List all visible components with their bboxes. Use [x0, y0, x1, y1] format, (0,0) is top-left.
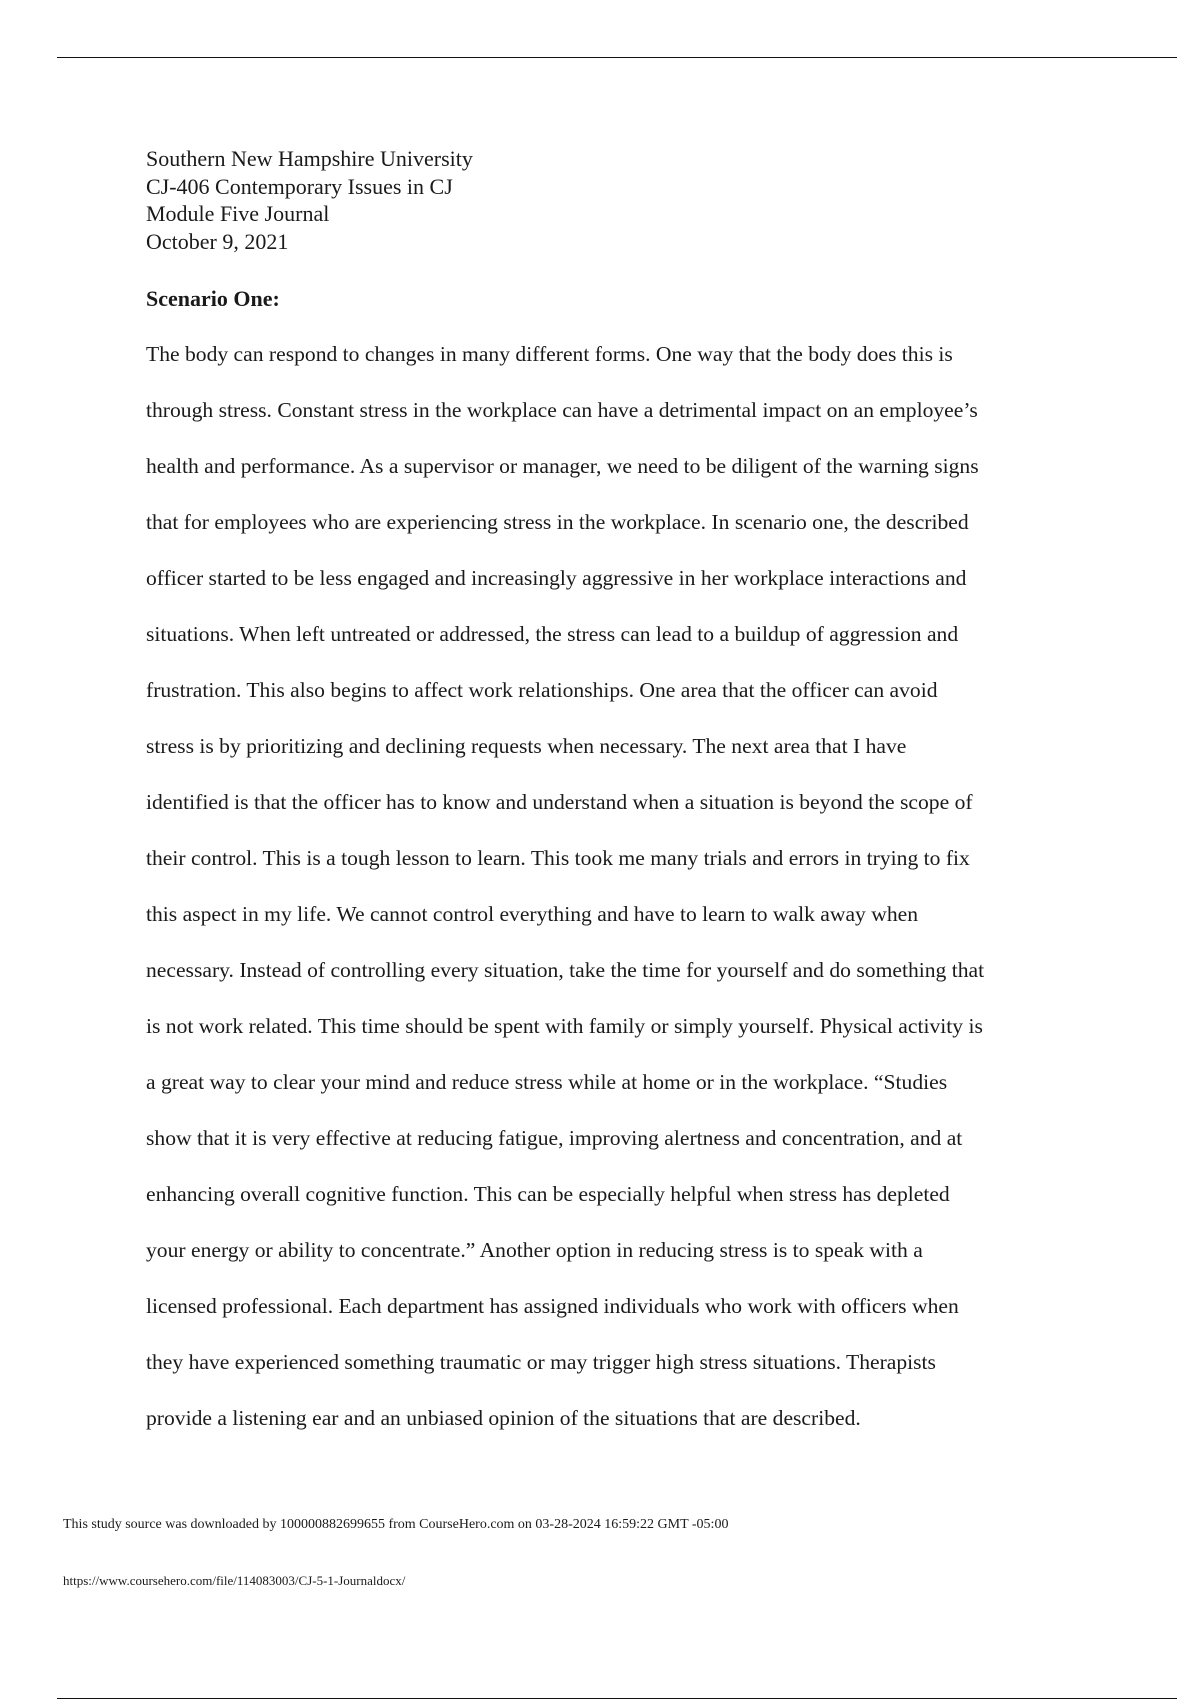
- body-line: a great way to clear your mind and reduce stress while at home or in the workplace. “Studies: [146, 1070, 948, 1094]
- document-date: October 9, 2021: [146, 228, 289, 254]
- body-line: their control. This is a tough lesson to learn. This took me many trials and errors in trying to fix: [146, 846, 970, 870]
- body-line: The body can respond to changes in many different forms. One way that the body does this is: [146, 342, 953, 366]
- body-line: health and performance. As a supervisor or manager, we need to be diligent of the warning signs: [146, 454, 979, 478]
- assignment-title: Module Five Journal: [146, 201, 330, 226]
- body-paragraph: [146, 337, 1106, 1457]
- body-line: identified is that the officer has to know and understand when a situation is beyond the scope of: [146, 790, 973, 814]
- body-line: stress is by prioritizing and declining requests when necessary. The next area that I have: [146, 734, 907, 758]
- body-line: situations. When left untreated or addressed, the stress can lead to a buildup of aggression and: [146, 622, 959, 646]
- course-title: CJ-406 Contemporary Issues in CJ: [146, 173, 453, 199]
- body-line: they have experienced something traumatic or may trigger high stress situations. Therapists: [146, 1350, 936, 1374]
- body-line: necessary. Instead of controlling every situation, take the time for yourself and do something that: [146, 958, 985, 982]
- body-line: through stress. Constant stress in the workplace can have a detrimental impact on an employee’s: [146, 398, 978, 422]
- section-heading: Scenario One:: [146, 286, 280, 311]
- document-header: [146, 145, 946, 255]
- top-rule: [57, 57, 1177, 58]
- body-line: your energy or ability to concentrate.” Another option in reducing stress is to speak with a: [146, 1238, 923, 1262]
- download-notice: This study source was downloaded by 100000882699655 from CourseHero.com on 03-28-2024 16:59:22 GMT -05:00: [63, 1517, 729, 1532]
- body-line: frustration. This also begins to affect work relationships. One area that the officer can avoid: [146, 678, 938, 702]
- body-line: provide a listening ear and an unbiased opinion of the situations that are described.: [146, 1406, 861, 1430]
- body-line: enhancing overall cognitive function. This can be especially helpful when stress has depleted: [146, 1182, 950, 1206]
- body-line: show that it is very effective at reducing fatigue, improving alertness and concentration, and at: [146, 1126, 963, 1150]
- body-line: this aspect in my life. We cannot control everything and have to learn to walk away when: [146, 902, 918, 926]
- body-line: licensed professional. Each department has assigned individuals who work with officers when: [146, 1294, 959, 1318]
- body-line: officer started to be less engaged and increasingly aggressive in her workplace interactions and: [146, 566, 967, 590]
- bottom-rule: [57, 1698, 1177, 1699]
- institution-name: Southern New Hampshire University: [146, 146, 473, 171]
- body-line: is not work related. This time should be spent with family or simply yourself. Physical activity is: [146, 1014, 983, 1038]
- body-line: that for employees who are experiencing stress in the workplace. In scenario one, the described: [146, 510, 969, 534]
- source-url[interactable]: https://www.coursehero.com/file/114083003/CJ-5-1-Journaldocx/: [63, 1573, 406, 1588]
